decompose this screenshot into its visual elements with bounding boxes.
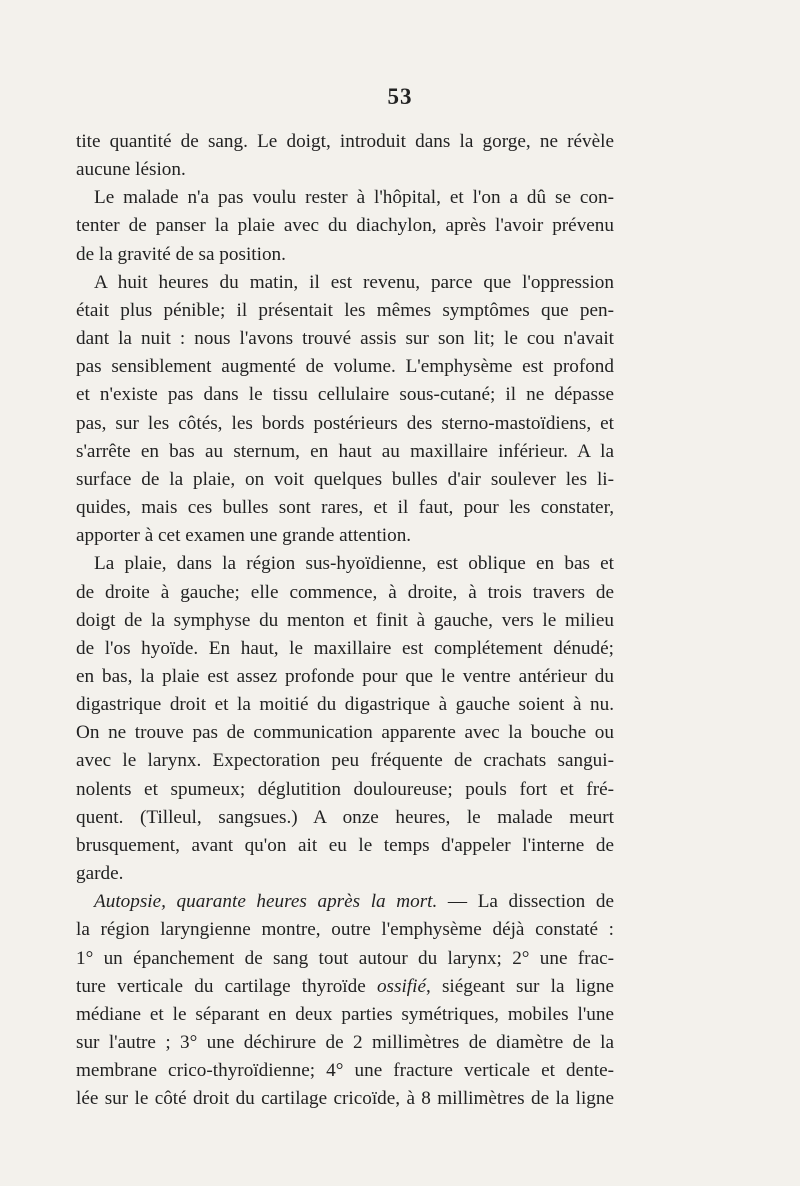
text-line: avec le larynx. Expectoration peu fréquente de crachats sangui-: [76, 750, 614, 772]
text-line: membrane crico-thyroïdienne; 4° une fracture verticale et dente-: [76, 1060, 614, 1082]
text-line: La plaie, dans la région sus-hyoïdienne, est oblique en bas et: [94, 553, 614, 575]
text-line: quides, mais ces bulles sont rares, et il faut, pour les constater,: [76, 497, 614, 519]
text-line: en bas, la plaie est assez profonde pour que le ventre antérieur du: [76, 665, 614, 687]
text-line: la région laryngienne montre, outre l'emphysème déjà constaté :: [76, 919, 614, 941]
text-line: était plus pénible; il présentait les mêmes symptômes que pen-: [76, 299, 614, 321]
autopsy-line-rest: — La dissection de: [437, 891, 614, 913]
text-line: de l'os hyoïde. En haut, le maxillaire est complétement dénudé;: [76, 637, 614, 659]
text-line: de la gravité de sa position.: [76, 243, 286, 265]
text-line: garde.: [76, 863, 124, 885]
autopsy-heading: Autopsie, quarante heures après la mort.: [94, 891, 438, 913]
text-line: surface de la plaie, on voit quelques bulles d'air soulever les li-: [76, 468, 614, 490]
text-line: On ne trouve pas de communication apparente avec la bouche ou: [76, 722, 614, 744]
text-line: aucune lésion.: [76, 159, 186, 181]
text-line: Le malade n'a pas voulu rester à l'hôpital, et l'on a dû se con-: [94, 187, 614, 209]
text-line: A huit heures du matin, il est revenu, parce que l'oppression: [94, 271, 614, 293]
text-line: pas, sur les côtés, les bords postérieurs des sterno-mastoïdiens, et: [76, 412, 614, 434]
text-line: et n'existe pas dans le tissu cellulaire sous-cutané; il ne dépasse: [76, 384, 614, 406]
text-line-autopsy: [76, 888, 614, 916]
page-number: 53: [387, 84, 413, 109]
text-line: lée sur le côté droit du cartilage cricoïde, à 8 millimètres de la ligne: [76, 1088, 614, 1110]
text-line: de droite à gauche; elle commence, à droite, à trois travers de: [76, 581, 614, 603]
text-line: apporter à cet examen une grande attention.: [76, 525, 412, 547]
text-line: pas sensiblement augmenté de volume. L'emphysème est profond: [76, 356, 614, 378]
body-text: [76, 128, 614, 1113]
text-line: sur l'autre ; 3° une déchirure de 2 millimètres de diamètre de la: [76, 1032, 614, 1053]
text-line: tite quantité de sang. Le doigt, introduit dans la gorge, ne révèle: [76, 131, 614, 152]
text-line: digastrique droit et la moitié du digastrique à gauche soient à nu.: [76, 694, 614, 716]
text-line: s'arrête en bas au sternum, en haut au maxillaire inférieur. A la: [76, 440, 614, 462]
text-line: tenter de panser la plaie avec du diachylon, après l'avoir prévenu: [76, 215, 614, 237]
text-line: médiane et le séparant en deux parties symétriques, mobiles l'une: [76, 1003, 614, 1025]
text-line: quent. (Tilleul, sangsues.) A onze heures, le malade meurt: [76, 806, 614, 828]
text-line: dant la nuit : nous l'avons trouvé assis sur son lit; le cou n'avait: [76, 328, 614, 350]
text-line: brusquement, avant qu'on ait eu le temps d'appeler l'interne de: [76, 834, 614, 856]
text-line: doigt de la symphyse du menton et finit à gauche, vers le milieu: [76, 609, 614, 631]
ossifie-word: ossifié: [376, 975, 426, 997]
text-line: 1° un épanchement de sang tout autour du larynx; 2° une frac-: [76, 947, 614, 969]
ossifie-line-rest: , siégeant sur la ligne: [425, 975, 615, 997]
ossifie-line-lead: ture verticale du cartilage thyroïde: [76, 975, 366, 997]
text-line-ossifie: [76, 973, 614, 1001]
text-line: nolents et spumeux; déglutition douloureuse; pouls fort et fré-: [76, 778, 614, 800]
